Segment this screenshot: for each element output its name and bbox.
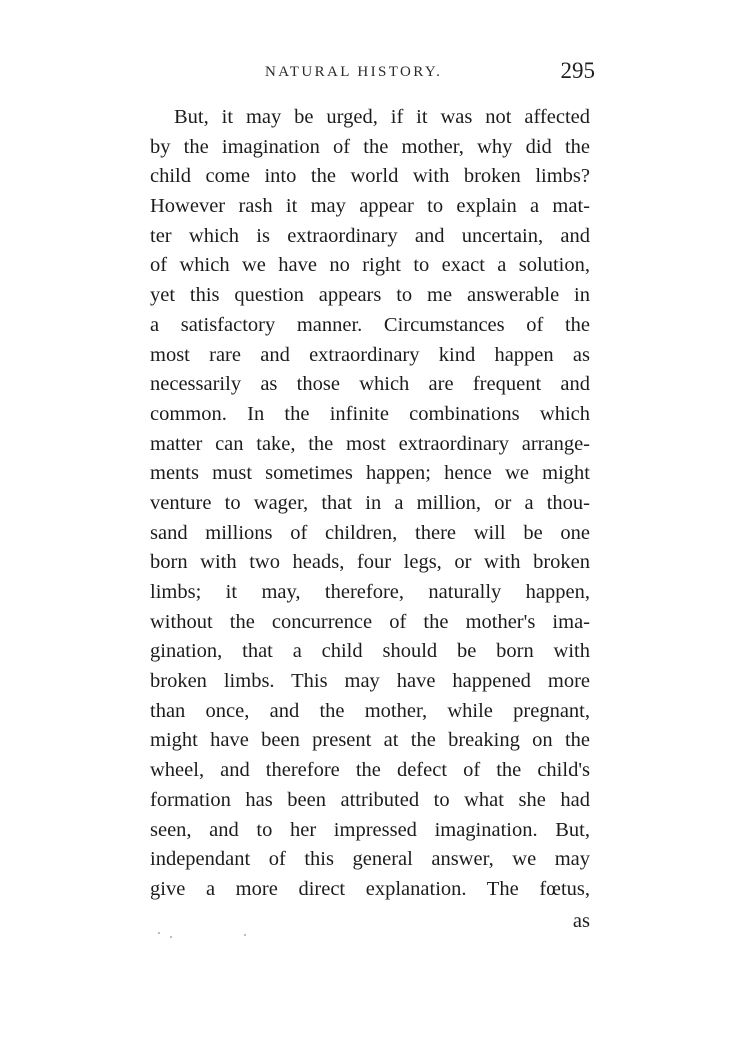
text-line: child come into the world with broken limbs? (150, 165, 590, 188)
text-line: of which we have no right to exact a solution, (150, 254, 590, 277)
text-line: formation has been attributed to what she had (150, 788, 590, 811)
text-line: sand millions of children, there will be one (150, 521, 590, 544)
text-line: might have been present at the breaking on the (150, 729, 590, 752)
catchword: as (572, 910, 590, 932)
text-line: by the imagination of the mother, why did the (150, 135, 590, 158)
page-number: 295 (560, 58, 595, 83)
text-line: But, it may be urged, if it was not affected (174, 106, 590, 128)
ink-speck (244, 934, 246, 936)
text-line: necessarily as those which are frequent and (150, 373, 590, 396)
ink-speck (170, 936, 172, 938)
text-line: yet this question appears to me answerable in (150, 284, 590, 307)
text-line: limbs; it may, therefore, naturally happen, (150, 581, 590, 603)
text-line: than once, and the mother, while pregnant, (150, 699, 590, 722)
text-line: ter which is extraordinary and uncertain, and (150, 224, 590, 247)
ink-speck (158, 932, 160, 934)
text-line: give a more direct explanation. The fœtus, (150, 877, 590, 900)
text-line: without the concurrence of the mother's ima- (150, 610, 590, 633)
text-line: wheel, and therefore the defect of the child's (150, 759, 590, 782)
text-line: most rare and extraordinary kind happen as (150, 343, 590, 366)
text-line: born with two heads, four legs, or with broken (150, 551, 590, 574)
text-line: venture to wager, that in a million, or a thou- (150, 491, 590, 514)
page-header (255, 58, 595, 92)
text-line: ments must sometimes happen; hence we might (150, 462, 590, 485)
body-text (150, 103, 590, 905)
text-line: gination, that a child should be born with (150, 640, 590, 663)
text-line: a satisfactory manner. Circumstances of the (150, 313, 590, 336)
text-line: seen, and to her impressed imagination. But, (150, 818, 590, 841)
text-line: independant of this general answer, we may (150, 848, 590, 871)
running-head: NATURAL HISTORY. (265, 64, 443, 80)
text-line: However rash it may appear to explain a mat- (150, 195, 590, 218)
text-line: common. In the infinite combinations which (150, 402, 590, 425)
text-line: matter can take, the most extraordinary arrange- (150, 432, 590, 455)
text-line: broken limbs. This may have happened more (150, 670, 590, 693)
